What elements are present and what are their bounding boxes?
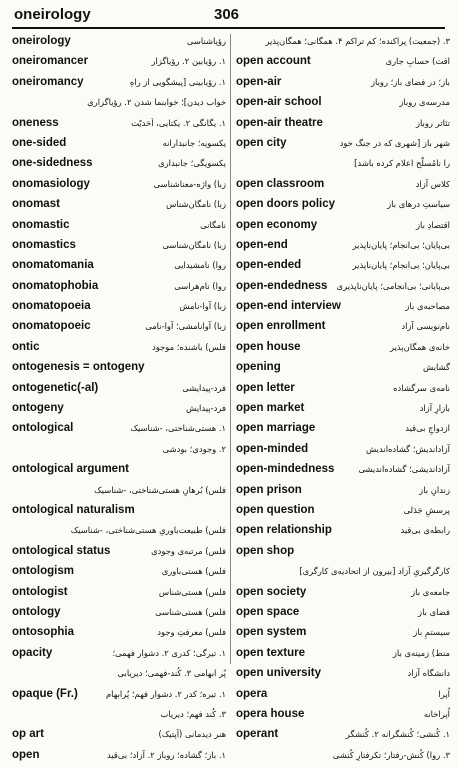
definition: گشایش: [422, 362, 450, 373]
dictionary-entry: [236, 197, 450, 217]
dictionary-entry: [12, 381, 226, 401]
definition: کارگرگیریِ آزاد [بیرون از اتحادیه‌ی کارگری]: [299, 566, 450, 577]
definition: زبا) نامگان‌شناسی: [162, 239, 226, 250]
definition-continuation: خواب دیدن]؛ خوابنما شدن ۲. رؤیاگزاری: [87, 96, 226, 107]
definition: ۱. کُنشی؛ کُنشگرانه ۲. کُنشگر: [345, 729, 450, 740]
dictionary-entry: [236, 34, 450, 54]
headword: open society: [236, 585, 307, 598]
dictionary-entry: [236, 442, 450, 462]
dictionary-entry: [12, 319, 226, 339]
definition: فلس) طبیعت‌باوریِ هستی‌شناختی، -شناسیک: [70, 525, 226, 536]
headword: onomasiology: [12, 177, 90, 190]
dictionary-entry: [236, 299, 450, 319]
dictionary-entry: [236, 707, 450, 727]
page-header: [0, 0, 457, 28]
headword: onomatopoeic: [12, 320, 91, 333]
headword: ontological naturalism: [12, 504, 135, 516]
dictionary-entry: [236, 54, 450, 74]
dictionary-entry: [236, 687, 450, 707]
dictionary-entry: [12, 421, 226, 441]
definition: زبا) آوانامشی؛ آوا-نامی: [145, 321, 226, 332]
right-column: [236, 34, 450, 768]
headword: ontic: [12, 340, 40, 353]
headword: oneiromancer: [12, 55, 89, 68]
headword: open marriage: [236, 422, 316, 435]
headword: open-air school: [236, 96, 322, 109]
definition: زبا) واژه-معناشناسی: [153, 178, 226, 189]
headword: ontologist: [12, 585, 68, 598]
definition: تئاتر روباز: [415, 117, 450, 128]
definition: روا) نام‌هراسی: [174, 280, 226, 291]
dictionary-entry: [12, 401, 226, 421]
definition: زبا) نامگان‌شناس: [166, 199, 226, 210]
definition: ازدواجِ بی‌قید: [405, 423, 450, 434]
definition: ۱. هستی‌شناختی، -شناسیک: [130, 423, 226, 434]
headword: open enrollment: [236, 320, 326, 333]
dictionary-entry: [236, 116, 450, 136]
headword: open university: [236, 667, 321, 680]
headword: open account: [236, 55, 311, 68]
definition: اُپراخانه: [423, 708, 450, 719]
headword: onomatophobia: [12, 279, 99, 292]
dictionary-entry: [12, 727, 226, 747]
definition: فلس) هستی‌باوری: [161, 566, 226, 577]
dictionary-entry: [12, 748, 226, 768]
dictionary-entry: [12, 564, 226, 584]
headword: open question: [236, 504, 315, 516]
dictionary-entry: [236, 625, 450, 645]
dictionary-entry: [12, 156, 226, 176]
definition: هنر دیدمانی (آپتیک): [158, 729, 226, 740]
headword: open prison: [236, 483, 302, 496]
headword: onomastics: [12, 238, 76, 251]
left-column: [12, 34, 226, 768]
headword: open economy: [236, 218, 318, 231]
definition: رؤیاشناسی: [186, 36, 226, 46]
definition: آزاداندیشی؛ گشاده‌اندیشی: [358, 464, 450, 475]
definition: مصاحبه‌ی باز: [405, 301, 450, 312]
definition: منط) زمینه‌ی باز: [392, 647, 450, 658]
headword: open relationship: [236, 524, 332, 537]
definition: ۱. یگانگی ۲. یکتایی، اَحَدیّت: [131, 117, 226, 128]
definition: ۲. وجودی؛ بودشی: [162, 443, 226, 454]
headword: ontological status: [12, 544, 111, 557]
headword: ontological argument: [12, 463, 129, 476]
definition: بازارِ آزاد: [419, 403, 450, 414]
definition: زندانِ باز: [419, 484, 450, 495]
dictionary-entry: [12, 340, 226, 360]
dictionary-entry: [12, 625, 226, 645]
headword: open-end: [236, 238, 288, 251]
dictionary-entry: [236, 340, 450, 360]
dictionary-entry: [236, 238, 450, 258]
headword: open doors policy: [236, 198, 336, 211]
column-divider: [230, 34, 231, 664]
dictionary-entry: [236, 727, 450, 747]
dictionary-entry: [12, 523, 226, 543]
dictionary-entry: [12, 177, 226, 197]
definition: فلس) معرفتِ وجود: [157, 627, 226, 638]
dictionary-entry: [12, 605, 226, 625]
definition: نام‌نویسی آزاد: [401, 321, 450, 332]
headword: op art: [12, 728, 44, 741]
headword: opacity: [12, 646, 53, 659]
dictionary-entry: [236, 462, 450, 482]
definition-continuation: پُر ابهامی ۳. کُند-فهمی؛ دیریابی: [117, 667, 226, 678]
definition: بی‌پایان؛ بی‌انجام؛ پایان‌ناپذیر: [352, 260, 450, 271]
headword: oneirology: [12, 35, 71, 47]
dictionary-entry: [236, 279, 450, 299]
headword: onomast: [12, 198, 60, 211]
headword: open-endedness: [236, 279, 328, 292]
headword: onomatopoeia: [12, 300, 91, 313]
definition: جامعه‌ی باز: [411, 586, 450, 597]
headword: open shop: [236, 544, 295, 557]
header-rule: [12, 27, 445, 29]
definition: اقتصادِ باز: [416, 219, 450, 230]
headword: ontological: [12, 422, 74, 435]
definition: فضای باز: [418, 606, 450, 617]
definition: روا) نامشیدایی: [174, 260, 226, 271]
definition: اُپرا: [438, 688, 450, 699]
definition: ۱. تیره؛ کدر ۲. دشوار فهم؛ پُرابهام: [105, 688, 226, 699]
definition: نامه‌ی سرگشاده: [393, 382, 450, 393]
dictionary-entry: [12, 687, 226, 728]
definition: دانشگاه آزاد: [407, 668, 450, 679]
headword: open-mindedness: [236, 463, 335, 476]
definition: باز؛ در فضای باز؛ روباز: [371, 76, 450, 87]
headword: ontology: [12, 605, 61, 618]
dictionary-entry: [236, 666, 450, 686]
headword: onomastic: [12, 218, 70, 231]
page-number: 306: [214, 6, 240, 23]
dictionary-entry: [236, 319, 450, 339]
dictionary-entry: [12, 258, 226, 278]
definition: بی‌پایان؛ بی‌انجام؛ پایان‌ناپذیر: [352, 239, 450, 250]
dictionary-entry: [12, 483, 226, 503]
headword: open classroom: [236, 177, 325, 190]
definition: ۱. رؤیابین ۲. رؤیاگزار: [151, 56, 226, 67]
dictionary-entry: [12, 218, 226, 238]
definition: پرسشِ جَدَلی: [403, 505, 450, 515]
headword: open: [12, 748, 40, 761]
headword: operant: [236, 728, 279, 741]
definition: سیاستِ درهای باز: [387, 199, 450, 210]
dictionary-entry: [236, 605, 450, 625]
dictionary-entry: [236, 75, 450, 95]
guide-word: oneirology: [14, 6, 91, 23]
headword: ontogenetic(-al): [12, 381, 99, 394]
dictionary-entry: [236, 748, 450, 768]
definition: کلاس آزاد: [415, 178, 450, 189]
headword: open-ended: [236, 259, 302, 272]
dictionary-entry: [12, 34, 226, 54]
definition: فرد-پیدایشی: [182, 382, 226, 393]
headword: open city: [236, 136, 287, 149]
definition-continuation: را نامُسلّح اعلام کرده باشد]: [354, 157, 450, 168]
dictionary-entry: [236, 544, 450, 564]
headword: ontologism: [12, 565, 74, 578]
dictionary-entry: [236, 381, 450, 401]
headword: open-air theatre: [236, 116, 323, 129]
definition: یکسویه؛ جانبدارانه: [162, 137, 226, 148]
dictionary-entry: [236, 585, 450, 605]
definition: ۳. (جمعیت) پراکنده؛ کم تراکم ۴. همگانی؛ همگان‌پذیر: [265, 36, 450, 46]
definition: شهر باز [شهری که در جنگ خود: [339, 137, 450, 148]
definition: ۱. باز؛ گشاده؛ روباز ۲. آزاد؛ بی‌قید: [106, 749, 226, 760]
headword: ontogenesis = ontogeny: [12, 361, 145, 374]
dictionary-entry: [236, 360, 450, 380]
dictionary-entry: [12, 585, 226, 605]
headword: ontogeny: [12, 402, 64, 415]
dictionary-entry: [236, 177, 450, 197]
headword: opera house: [236, 707, 305, 720]
headword: open letter: [236, 381, 295, 394]
headword: oneiromancy: [12, 75, 84, 88]
dictionary-entry: [12, 238, 226, 258]
definition: نامگانی: [200, 219, 226, 230]
definition-continuation: ۳. کُند فهم؛ دیریاب: [160, 708, 226, 719]
dictionary-entry: [12, 503, 226, 523]
dictionary-entry: [236, 136, 450, 177]
definition: فلس) بُرهانِ هستی‌شناختی، -شناسیک: [94, 484, 226, 495]
dictionary-entry: [236, 421, 450, 441]
headword: open house: [236, 340, 301, 353]
dictionary-entry: [12, 462, 226, 482]
dictionary-entry: [236, 483, 450, 503]
definition: خانه‌ی همگان‌پذیر: [389, 341, 450, 352]
headword: open-end interview: [236, 300, 341, 313]
headword: open-minded: [236, 442, 309, 455]
dictionary-entry: [12, 646, 226, 687]
headword: open space: [236, 605, 300, 618]
headword: one-sidedness: [12, 157, 93, 170]
definition: ۱. تیرگی؛ کدری ۲. دشوار فهمی؛: [112, 647, 226, 658]
dictionary-entry: [12, 544, 226, 564]
headword: open-air: [236, 75, 282, 88]
headword: opaque (Fr.): [12, 687, 78, 700]
dictionary-entry: [12, 75, 226, 116]
headword: ontosophia: [12, 626, 74, 639]
dictionary-entry: [236, 503, 450, 523]
headword: open texture: [236, 646, 306, 659]
definition: فرد-پیدایش: [186, 403, 226, 414]
dictionary-entry: [236, 95, 450, 115]
definition: فلس) هستی‌شناس: [158, 586, 226, 597]
definition: رابطه‌ی بی‌قید: [400, 525, 450, 536]
dictionary-entry: [236, 646, 450, 666]
definition: بی‌پایانی؛ بی‌انجامی؛ پایان‌ناپذیری: [336, 280, 450, 291]
definition: ۳. روا) کُنش-رفتار؛ تکرفتارِ کُنشی: [332, 749, 450, 760]
definition: سیستمِ باز: [413, 627, 450, 638]
dictionary-entry: [12, 197, 226, 217]
dictionary-entry: [236, 401, 450, 421]
dictionary-entry: [236, 218, 450, 238]
definition: زبا) آوا-نامش: [179, 301, 226, 312]
headword: open system: [236, 626, 307, 639]
definition: فلس) هستی‌شناسی: [155, 606, 226, 617]
dictionary-entry: [236, 258, 450, 278]
definition: مدرسه‌ی روباز: [399, 97, 450, 108]
dictionary-entry: [12, 136, 226, 156]
definition: یکسویگی؛ جانبداری: [158, 158, 226, 169]
definition: فلس) مرتبه‌ی وجودی: [151, 545, 226, 556]
dictionary-entry: [12, 360, 226, 380]
headword: open market: [236, 402, 305, 415]
dictionary-entry: [236, 564, 450, 584]
headword: onomatomania: [12, 259, 94, 272]
dictionary-entry: [12, 279, 226, 299]
headword: one-sided: [12, 136, 67, 149]
dictionary-entry: [12, 299, 226, 319]
definition: آزاداندیش؛ گشاده‌اندیش: [365, 443, 450, 454]
dictionary-entry: [12, 442, 226, 462]
dictionary-entry: [12, 54, 226, 74]
headword: opera: [236, 687, 268, 700]
dictionary-entry: [236, 523, 450, 543]
definition: فلس) باشنده؛ موجود: [152, 341, 226, 352]
dictionary-entry: [12, 116, 226, 136]
headword: opening: [236, 361, 281, 374]
definition: ۱. رؤیابینی [پیشگویی از راهِ: [129, 76, 226, 87]
definition: اقت) حسابِ جاری: [385, 56, 450, 67]
headword: oneness: [12, 116, 59, 129]
